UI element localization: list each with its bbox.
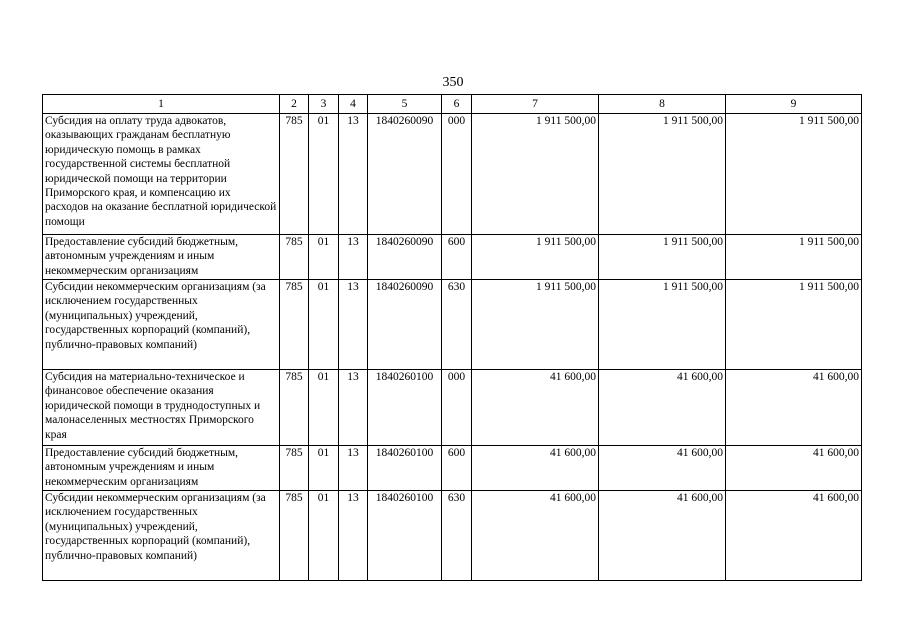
table-row	[43, 235, 862, 280]
cell-amount: 41 600,00	[726, 491, 862, 581]
cell-amount: 1 911 500,00	[599, 235, 726, 280]
column-header: 1	[43, 95, 280, 114]
column-header: 3	[309, 95, 339, 114]
cell-code: 785	[280, 370, 309, 446]
cell-code: 13	[339, 114, 368, 235]
cell-code: 785	[280, 114, 309, 235]
cell-code: 785	[280, 446, 309, 491]
cell-code: 785	[280, 280, 309, 370]
cell-amount: 1 911 500,00	[726, 280, 862, 370]
cell-amount: 41 600,00	[472, 491, 599, 581]
cell-amount: 41 600,00	[599, 491, 726, 581]
cell-code: 000	[442, 114, 472, 235]
cell-amount: 41 600,00	[472, 370, 599, 446]
row-name: Предоставление субсидий бюджетным, автономным учреждениям и иным некоммерческим организациям	[43, 446, 280, 491]
column-header: 8	[599, 95, 726, 114]
cell-amount: 1 911 500,00	[472, 235, 599, 280]
cell-code: 785	[280, 235, 309, 280]
page-number: 350	[442, 75, 464, 90]
cell-amount: 41 600,00	[599, 370, 726, 446]
cell-code: 13	[339, 446, 368, 491]
column-header: 6	[442, 95, 472, 114]
cell-code: 600	[442, 446, 472, 491]
cell-amount: 1 911 500,00	[726, 235, 862, 280]
table-row	[43, 280, 862, 370]
cell-code: 1840260100	[368, 491, 442, 581]
table-row	[43, 446, 862, 491]
row-name: Субсидия на оплату труда адвокатов, оказывающих гражданам бесплатную юридическую помощь в рамках государственной системы бесплатной юридической помощи на территории Приморского края, и компенсацию их расходов на оказание бесплатной юридической помощи	[43, 114, 280, 235]
row-name: Предоставление субсидий бюджетным, автономным учреждениям и иным некоммерческим организациям	[43, 235, 280, 280]
row-name: Субсидии некоммерческим организациям (за исключением государственных (муниципальных) учреждений, государственных корпораций (компаний), публично-правовых компаний)	[43, 491, 280, 581]
cell-code: 01	[309, 114, 339, 235]
cell-code: 1840260090	[368, 235, 442, 280]
cell-amount: 41 600,00	[472, 446, 599, 491]
cell-code: 630	[442, 491, 472, 581]
cell-code: 13	[339, 280, 368, 370]
column-header: 5	[368, 95, 442, 114]
column-header: 9	[726, 95, 862, 114]
row-name: Субсидии некоммерческим организациям (за исключением государственных (муниципальных) учреждений, государственных корпораций (компаний), публично-правовых компаний)	[43, 280, 280, 370]
cell-amount: 41 600,00	[726, 446, 862, 491]
column-header: 4	[339, 95, 368, 114]
budget-table	[42, 94, 862, 581]
cell-code: 1840260090	[368, 280, 442, 370]
cell-code: 13	[339, 235, 368, 280]
column-header: 7	[472, 95, 599, 114]
cell-code: 13	[339, 370, 368, 446]
cell-amount: 41 600,00	[726, 370, 862, 446]
cell-code: 01	[309, 370, 339, 446]
table-row	[43, 370, 862, 446]
cell-amount: 1 911 500,00	[599, 280, 726, 370]
cell-code: 1840260100	[368, 446, 442, 491]
table-row	[43, 491, 862, 581]
cell-amount: 41 600,00	[599, 446, 726, 491]
table-header-row	[43, 95, 862, 114]
cell-code: 600	[442, 235, 472, 280]
table-row	[43, 114, 862, 235]
cell-code: 01	[309, 235, 339, 280]
column-header: 2	[280, 95, 309, 114]
cell-code: 1840260090	[368, 114, 442, 235]
cell-amount: 1 911 500,00	[599, 114, 726, 235]
cell-amount: 1 911 500,00	[472, 114, 599, 235]
cell-code: 01	[309, 446, 339, 491]
cell-code: 01	[309, 280, 339, 370]
cell-amount: 1 911 500,00	[726, 114, 862, 235]
cell-amount: 1 911 500,00	[472, 280, 599, 370]
row-name: Субсидия на материально-техническое и финансовое обеспечение оказания юридической помощи в труднодоступных и малонаселенных местностях Приморского края	[43, 370, 280, 446]
cell-code: 000	[442, 370, 472, 446]
cell-code: 630	[442, 280, 472, 370]
cell-code: 1840260100	[368, 370, 442, 446]
cell-code: 13	[339, 491, 368, 581]
cell-code: 01	[309, 491, 339, 581]
cell-code: 785	[280, 491, 309, 581]
